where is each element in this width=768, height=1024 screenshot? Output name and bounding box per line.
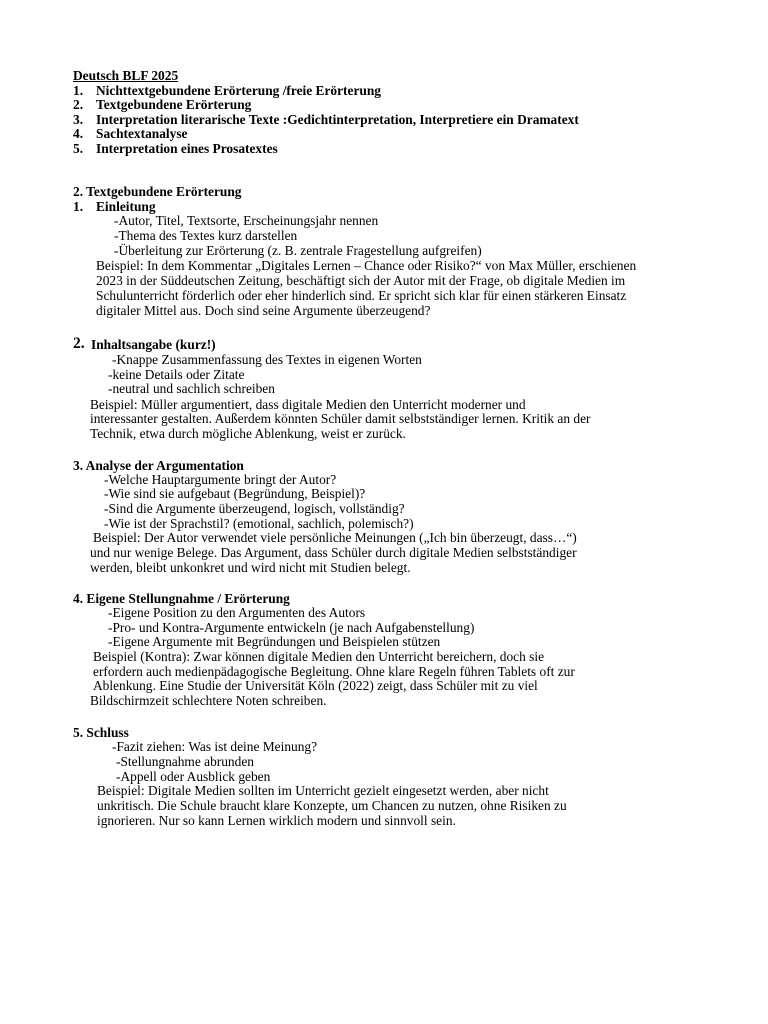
example-line: digitaler Mittel aus. Doch sind seine Argumente überzeugend?	[96, 303, 431, 318]
example-line: Schulunterricht förderlich oder eher hinderlich sind. Er spricht sich klar für einen stärkeren Einsatz	[96, 288, 627, 303]
example-line: Beispiel: Digitale Medien sollten im Unterricht gezielt eingesetzt werden, aber nicht	[97, 783, 549, 798]
toc-number: 5.	[73, 141, 84, 156]
toc-number: 2.	[73, 97, 84, 112]
section-title: 3. Analyse der Argumentation	[73, 458, 244, 473]
bullet-item: -Autor, Titel, Textsorte, Erscheinungsjahr nennen	[114, 213, 379, 228]
toc-item: Textgebundene Erörterung	[96, 97, 252, 112]
toc-item: Interpretation eines Prosatextes	[96, 141, 278, 156]
example-line: unkritisch. Die Schule braucht klare Konzepte, um Chancen zu nutzen, ohne Risiken zu	[97, 798, 567, 813]
bullet-item: -Wie ist der Sprachstil? (emotional, sachlich, polemisch?)	[104, 516, 414, 531]
example-line: Beispiel: Müller argumentiert, dass digitale Medien den Unterricht moderner und	[90, 397, 526, 412]
example-line: und nur wenige Belege. Das Argument, dass Schüler durch digitale Medien selbstständiger	[90, 545, 577, 560]
section-heading: 2. Textgebundene Erörterung	[73, 184, 242, 199]
example-line: Technik, etwa durch mögliche Ablenkung, weist er zurück.	[90, 426, 406, 441]
example-line: Beispiel: In dem Kommentar „Digitales Lernen – Chance oder Risiko?“ von Max Müller, erschienen	[96, 258, 637, 273]
example-line: Beispiel: Der Autor verwendet viele persönliche Meinungen („Ich bin überzeugt, dass…“)	[93, 530, 577, 545]
bullet-item: -neutral und sachlich schreiben	[108, 381, 275, 396]
bullet-item: -Eigene Position zu den Argumenten des Autors	[108, 605, 366, 620]
bullet-item: -Welche Hauptargumente bringt der Autor?	[104, 472, 337, 487]
section-title: 4. Eigene Stellungnahme / Erörterung	[73, 591, 290, 606]
section-title: 5. Schluss	[73, 725, 129, 740]
toc-item: Interpretation literarische Texte :Gedichtinterpretation, Interpretiere ein Dramatext	[96, 112, 579, 127]
example-line: Ablenkung. Eine Studie der Universität Köln (2022) zeigt, dass Schüler mit zu viel	[93, 678, 538, 693]
bullet-item: -Stellungnahme abrunden	[116, 754, 254, 769]
example-line: interessanter gestalten. Außerdem könnten Schüler damit selbstständiger lernen. Kritik an der	[90, 411, 591, 426]
example-line: Bildschirmzeit schlechtere Noten schreiben.	[90, 693, 327, 708]
document-title: Deutsch BLF 2025	[73, 68, 179, 83]
section-number: 2.	[73, 335, 85, 352]
example-line: werden, bleibt unkonkret und wird nicht mit Studien belegt.	[90, 560, 411, 575]
bullet-item: -Fazit ziehen: Was ist deine Meinung?	[112, 739, 318, 754]
section-title: Inhaltsangabe (kurz!)	[91, 337, 216, 352]
section-title: Einleitung	[96, 199, 156, 214]
example-line: erfordern auch medienpädagogische Begleitung. Ohne klare Regeln führen Tablets oft zur	[93, 664, 575, 679]
example-line: 2023 in der Süddeutschen Zeitung, beschäftigt sich der Autor mit der Frage, ob digitale Medien im	[96, 273, 626, 288]
toc-item: Sachtextanalyse	[96, 126, 188, 141]
bullet-item: -Überleitung zur Erörterung (z. B. zentrale Fragestellung aufgreifen)	[114, 243, 482, 258]
bullet-item: -Eigene Argumente mit Begründungen und Beispielen stützen	[108, 634, 441, 649]
toc-number: 1.	[73, 83, 84, 98]
toc-number: 3.	[73, 112, 84, 127]
bullet-item: -Sind die Argumente überzeugend, logisch, vollständig?	[104, 501, 405, 516]
bullet-item: -keine Details oder Zitate	[108, 367, 245, 382]
toc-number: 4.	[73, 126, 84, 141]
section-number: 1.	[73, 199, 84, 214]
bullet-item: -Appell oder Ausblick geben	[116, 769, 271, 784]
bullet-item: -Thema des Textes kurz darstellen	[114, 228, 298, 243]
toc-item: Nichttextgebundene Erörterung /freie Erörterung	[96, 83, 381, 98]
example-line: ignorieren. Nur so kann Lernen wirklich modern und sinnvoll sein.	[97, 813, 456, 828]
bullet-item: -Pro- und Kontra-Argumente entwickeln (je nach Aufgabenstellung)	[108, 620, 475, 635]
example-line: Beispiel (Kontra): Zwar können digitale Medien den Unterricht bereichern, doch sie	[93, 649, 545, 664]
bullet-item: -Knappe Zusammenfassung des Textes in eigenen Worten	[112, 352, 422, 367]
bullet-item: -Wie sind sie aufgebaut (Begründung, Beispiel)?	[104, 486, 366, 501]
